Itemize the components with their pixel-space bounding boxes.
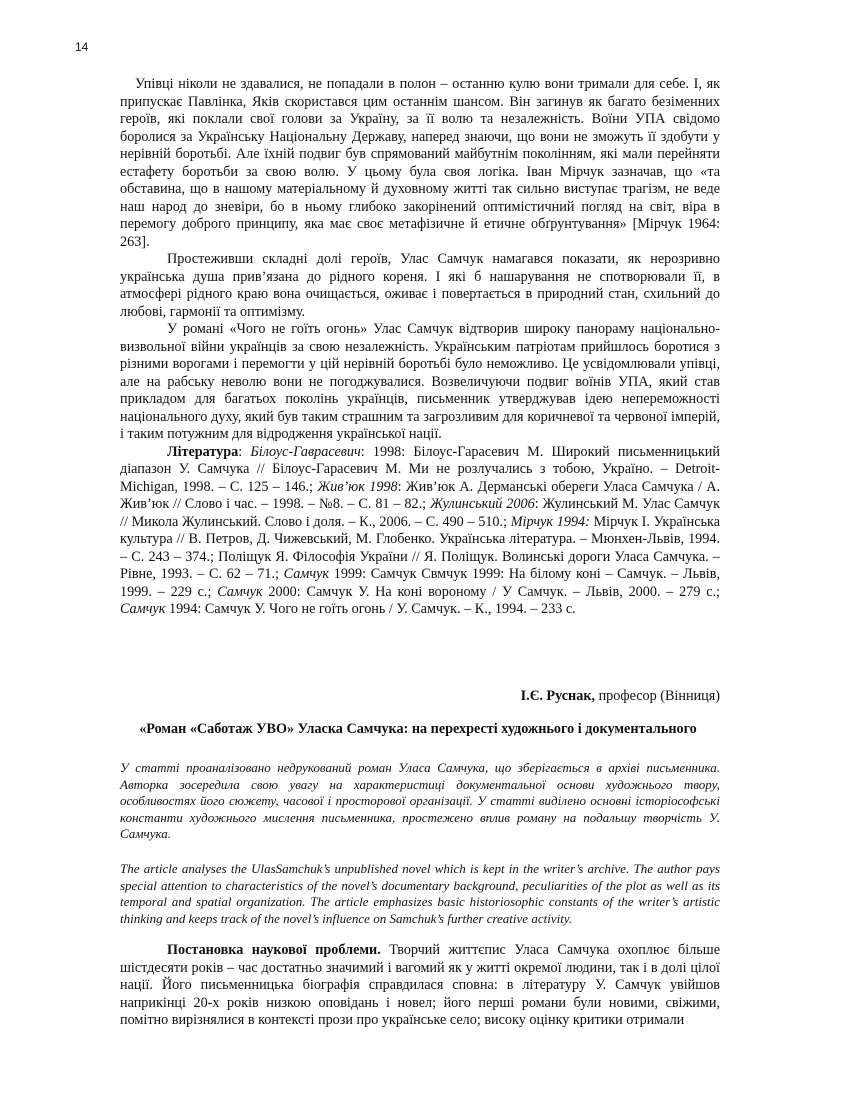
lit-text-1: : 1998: Білоус-Гарасевич М. Широкий письменницький діапазон У. Самчука // Білоус-Гарасевич М. Ми не розлучались з тобою, Україно. – Detroit-Michigan, 1998. – С. 125 – 146.; <box>120 443 720 495</box>
author-role: професор (Вінниця) <box>595 688 720 704</box>
intro-paragraph <box>120 942 720 1030</box>
lit-key-4: Мірчук 1994: <box>510 513 590 530</box>
main-text <box>120 76 720 619</box>
literature-label: Література <box>167 443 239 460</box>
article-title: «Роман «Саботаж УВО» Уласка Самчука: на перехресті художнього і документального <box>139 721 697 737</box>
abstract-english <box>120 861 720 927</box>
lit-key-2: Жив’юк 1998 <box>317 478 398 495</box>
lit-text-5: 1999: Самчук Свмчук 1999: На білому коні – Самчук. – Львів, 1999. – 229 с.; <box>120 566 720 600</box>
abstract-ukrainian <box>120 760 720 843</box>
literature-colon: : <box>238 443 251 460</box>
paragraph-novel: У романі «Чого не гоїть огонь» Улас Самчук відтворив широку панораму національно-визвольної війни українців за свою незалежність. Українським патріотам прийшлось боротися з різними ворогами і перемогти у цій нерівній боротьбі було неможливо. Це усвідомлювали упівці, але на рабську неволю вони не погоджувалися. Возвеличуючи подвиг воїнів УПА, який став прикладом для багатьох поколінь українців, письменник утверджував ідею непереможності національного духу, який був таким страшним та загрозливим для коричневої та червоної імперій, і таким потужним для відродження української нації. <box>120 321 720 442</box>
intro-heading: Постановка наукової проблеми. <box>167 942 381 958</box>
literature-list <box>120 444 720 619</box>
author-name: І.Є. Руснак, <box>520 688 596 704</box>
paragraph-upa: Упівці ніколи не здавалися, не попадали в полон – останню кулю вони тримали для себе. І, як припускає Павлінка, Яків скористався цим останнім шансом. Він загинув як багато безіменних героїв, які поклали свої голови за Україну, за її волю та незалежність. Воїни УПА свідомо боролися за Українську Національну Державу, наперед знаючи, що вони не зможуть її здобути у нерівній боротьбі. Але їхній подвиг був спрямований майбутнім поколінням, які мали перейняти естафету боротьби за свою волю. У цьому була своя логіка. Іван Мірчук зазначав, що «та обставина, що в нашому матеріальному й духовному житті так сильно виступає трагізм, не веде наш народ до зневіри, бо в ньому глибоко закорінений оптимістичний погляд на світ, віра в перемогу доброго принципу, яка має своє метафізичне й етичне обґрунтування» [Мірчук 1964: 263]. <box>120 76 720 250</box>
lit-text-6: 2000: Самчук У. На коні вороному / У Самчук. – Львів, 2000. – 279 с.; <box>262 583 720 600</box>
lit-text-4: Мірчук І. Українська культура // В. Петров, Д. Чижевський, М. Глобенко. Українська література. – Мюнхен-Львів, 1994. – С. 243 – 374.; Поліщук Я. Філософія України // Я. Поліщук. Волинські дороги Уласа Самчука. – Рівне, 1993. – С. 62 – 71.; <box>120 513 720 582</box>
abstract-en-text: The article analyses the UlasSamchuk’s unpublished novel which is kept in the writer’s archive. The author pays special attention to characteristics of the novel’s documentary background, peculiarities of the plot as well as its temporal and spatial organization. The article emphasizes basic historiosophic constants of the writer’s artistic thinking and keeps track of the novel’s influence on Samchuk’s further creative activity. <box>120 861 720 926</box>
lit-key-3: Жулинський 2006 <box>430 496 535 512</box>
intro-text: Творчий життєпис Уласа Самчука охоплює більше шістдесяти років – час достатньо значимий і вагомий як у житті окремої людини, так і в долі цілої нації. Його письменницька біографія справдилася сповна: в літературу У. Самчук увійшов наприкінці 20-х років низкою оповідань і новел; його перші романи були новими, свіжими, помітно вирізнялися в контексті прози про українське село; високу оцінку критики отримали <box>120 942 720 1028</box>
lit-key-6: Самчук <box>217 583 263 600</box>
intro-section <box>120 942 720 1030</box>
lit-key-5: Самчук <box>283 566 330 582</box>
author-line <box>120 688 720 705</box>
lit-text-7: 1994: Самчук У. Чого не гоїть огонь / У. Самчук. – К., 1994. – 233 с. <box>165 601 576 617</box>
lit-key-1: Білоус-Гаврасевич <box>250 443 361 460</box>
page-number: 14 <box>75 40 89 54</box>
abstract-uk-text: У статті проаналізовано недрукований роман Уласа Самчука, що зберігається в архіві письменника. Авторка зосередила свою увагу на характеристиці документальної основи художнього твору, особливостях його сюжету, часової і просторової організації. У статті виділено основні історіософські константи художнього мислення письменника, простежено вплив роману на подальшу творчість У. Самчука. <box>120 760 720 841</box>
lit-text-2: : Жив’юк А. Дерманські обереги Уласа Самчука / А. Жив’юк // Слово і час. – 1998. – №8. – С. 81 – 82.; <box>120 478 720 512</box>
lit-key-7: Самчук <box>120 601 166 617</box>
lit-text-3: : Жулинський М. Улас Самчук // Микола Жулинський. Слово і доля. – К., 2006. – С. 490 – 510.; <box>120 496 720 530</box>
paragraph-destinies: Простеживши складні долі героїв, Улас Самчук намагався показати, як нерозривно українська душа прив’язана до рідного кореня. І які б нашарування не спотворювали її, в атмосфері рідного краю вона очищається, оживає і повертається в природний стан, схильний до любові, гармонії та оптимізму. <box>120 251 720 320</box>
